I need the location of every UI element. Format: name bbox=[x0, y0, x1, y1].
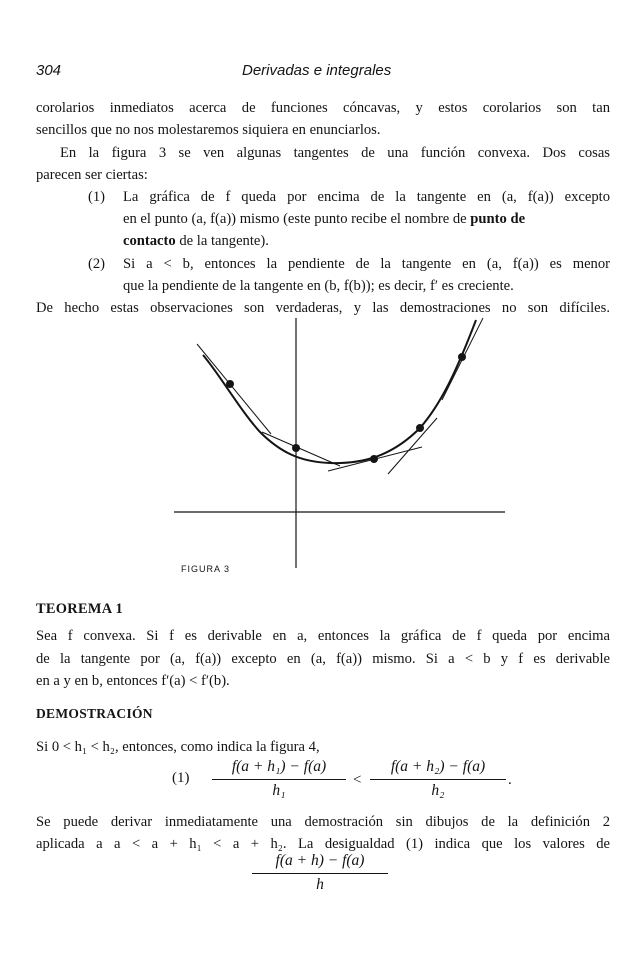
item1-line1: La gráfica de f queda por encima de la tangente en (a, f(a)) excepto bbox=[123, 189, 610, 205]
rhs-denominator: h₂ bbox=[431, 782, 445, 799]
difference-quotient-numerator: f(a + h) − f(a) bbox=[275, 852, 365, 869]
para3-line: De hecho estas observaciones son verdaderas, y las demostraciones no son difíciles. bbox=[36, 300, 610, 316]
tangent-point-3 bbox=[370, 455, 378, 463]
page-number: 304 bbox=[36, 62, 62, 79]
proof-line3: aplicada a a < a + h₁ < a + h₂. La desigualdad (1) indica que los valores de bbox=[36, 836, 610, 852]
tangent-point-1 bbox=[226, 380, 234, 388]
equation-1-label: (1) bbox=[172, 770, 190, 786]
equation-1-lhs-fraction bbox=[212, 758, 346, 800]
lhs-denominator: h₁ bbox=[272, 782, 286, 799]
theorem-line3: en a y en b, entonces f′(a) < f′(b). bbox=[36, 673, 230, 689]
item1-bold-term-2: contacto bbox=[123, 233, 176, 249]
item1-label: (1) bbox=[88, 189, 106, 205]
para1-line2: sencillos que no nos molestaremos siquiera en enunciarlos. bbox=[36, 122, 381, 138]
item1-line2-text: en el punto (a, f(a)) mismo (este punto recibe el nombre de bbox=[123, 211, 467, 227]
proof-line2: Se puede derivar inmediatamente una demostración sin dibujos de la definición 2 bbox=[36, 814, 610, 830]
lhs-fraction-bar bbox=[212, 779, 346, 780]
item1-bold-term: punto de bbox=[470, 211, 526, 227]
para2-line2: parecen ser ciertas: bbox=[36, 167, 148, 183]
convex-curve bbox=[203, 320, 476, 463]
equation-1-rhs-fraction bbox=[370, 758, 506, 800]
item2-line2: que la pendiente de la tangente en (b, f(b)); es decir, f′ es creciente. bbox=[123, 278, 514, 294]
difference-quotient-bar bbox=[252, 873, 388, 874]
para1-line1: corolarios inmediatos acerca de funciones cóncavas, y estos corolarios son tan bbox=[36, 100, 610, 116]
tangent-point-5 bbox=[458, 353, 466, 361]
running-title: Derivadas e integrales bbox=[242, 62, 392, 79]
lhs-numerator: f(a + h₁) − f(a) bbox=[231, 758, 327, 775]
item1-line3-text: de la tangente). bbox=[179, 233, 269, 249]
theorem-line2: de la tangente por (a, f(a)) excepto en (a, f(a)) mismo. Si a < b y f es derivable bbox=[36, 651, 610, 667]
tangent-line-2 bbox=[262, 432, 340, 466]
inequality-sign: < bbox=[352, 772, 363, 788]
theorem-heading: TEOREMA 1 bbox=[36, 601, 124, 617]
item2-label: (2) bbox=[88, 256, 106, 272]
difference-quotient-denominator: h bbox=[316, 876, 324, 893]
theorem-line1: Sea f convexa. Si f es derivable en a, entonces la gráfica de f queda por encima bbox=[36, 628, 610, 644]
rhs-numerator: f(a + h₂) − f(a) bbox=[390, 758, 486, 775]
rhs-fraction-bar bbox=[370, 779, 506, 780]
para2-line1: En la figura 3 se ven algunas tangentes de una función convexa. Dos cosas bbox=[60, 145, 610, 161]
tangent-line-4 bbox=[388, 418, 437, 474]
proof-heading: DEMOSTRACIÓN bbox=[36, 706, 153, 721]
tangent-line-1 bbox=[197, 344, 271, 434]
figure-caption: FIGURA 3 bbox=[181, 564, 231, 574]
item2-line1: Si a < b, entonces la pendiente de la tangente en (a, f(a)) es menor bbox=[123, 256, 610, 272]
proof-line1: Si 0 < h₁ < h₂, entonces, como indica la figura 4, bbox=[36, 739, 320, 755]
tangent-point-4 bbox=[416, 424, 424, 432]
equation-period: . bbox=[508, 772, 512, 788]
difference-quotient bbox=[252, 852, 388, 894]
tangent-point-2 bbox=[292, 444, 300, 452]
